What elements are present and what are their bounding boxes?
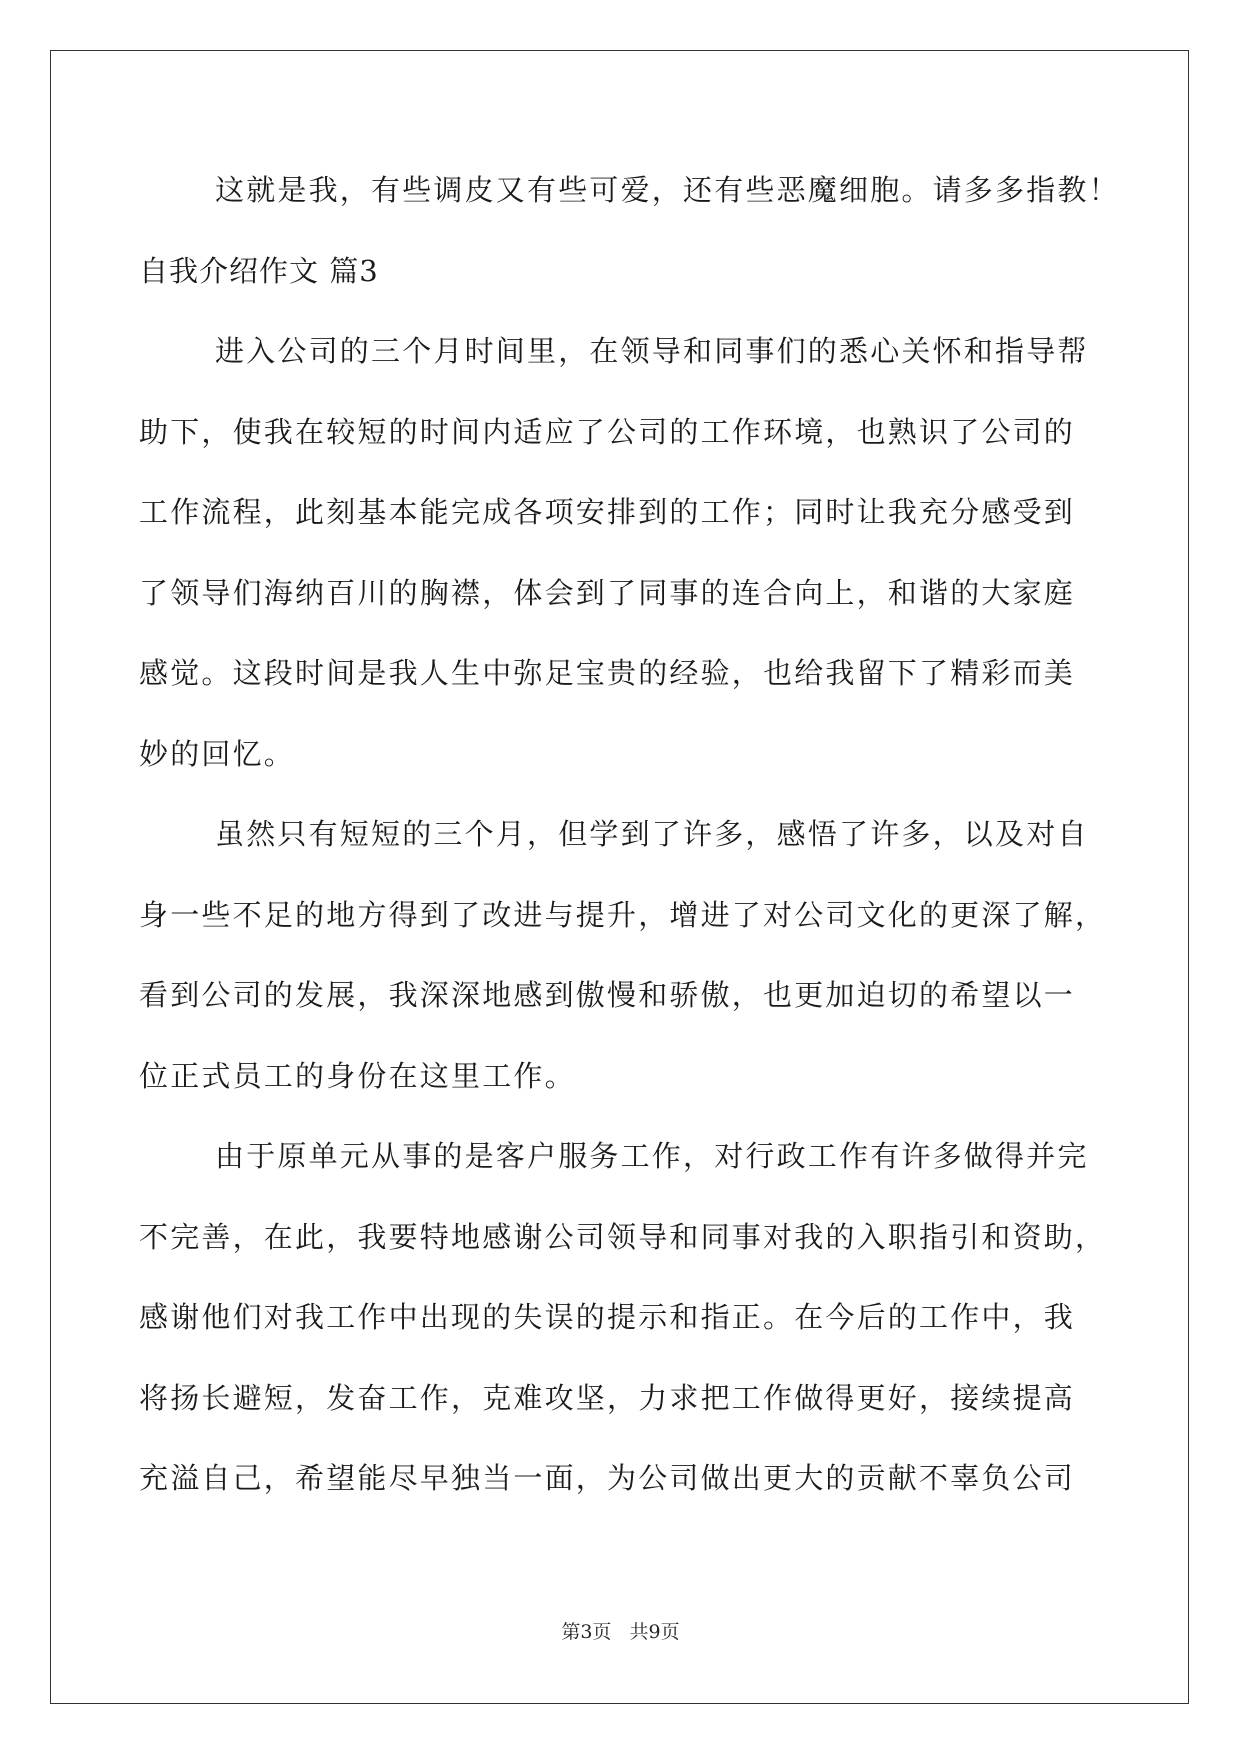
paragraph-line: 将扬长避短，发奋工作，克难攻坚，力求把工作做得更好，接续提高 [139,1380,1076,1415]
paragraph-line: 助下，使我在较短的时间内适应了公司的工作环境，也熟识了公司的 [139,414,1076,449]
paragraph-line: 虽然只有短短的三个月，但学到了许多，感悟了许多，以及对自 [215,817,1089,851]
paragraph-line: 妙的回忆。 [139,736,296,771]
paragraph-line: 身一些不足的地方得到了改进与提升，增进了对公司文化的更深了解， [139,897,1107,932]
paragraph-line: 进入公司的三个月时间里，在领导和同事们的悉心关怀和指导帮 [215,334,1089,368]
paragraph-line: 工作流程，此刻基本能完成各项安排到的工作；同时让我充分感受到 [139,495,1076,529]
paragraph-line: 不完善，在此，我要特地感谢公司领导和同事对我的入职指引和资助， [139,1219,1107,1254]
paragraph-line: 位正式员工的身份在这里工作。 [139,1058,576,1093]
paragraph-line: 看到公司的发展，我深深地感到傲慢和骄傲，也更加迫切的希望以一 [139,978,1076,1012]
paragraph-line: 了领导们海纳百川的胸襟，体会到了同事的连合向上，和谐的大家庭 [139,575,1076,610]
page-number: 第3页 共9页 [561,1621,680,1643]
document-body [139,162,1120,1531]
page-footer [0,1617,1241,1644]
paragraph-line: 由于原单元从事的是客户服务工作，对行政工作有许多做得并完 [215,1139,1089,1173]
paragraph-line: 这就是我，有些调皮又有些可爱，还有些恶魔细胞。请多多指教！ [215,173,1120,207]
paragraph-line: 感谢他们对我工作中出现的失误的提示和指正。在今后的工作中，我 [139,1300,1076,1334]
paragraph-line: 感觉。这段时间是我人生中弥足宝贵的经验，也给我留下了精彩而美 [139,656,1076,690]
paragraph-line: 充溢自己，希望能尽早独当一面，为公司做出更大的贡献不辜负公司 [139,1461,1076,1495]
section-heading: 自我介绍作文 篇3 [139,253,379,288]
